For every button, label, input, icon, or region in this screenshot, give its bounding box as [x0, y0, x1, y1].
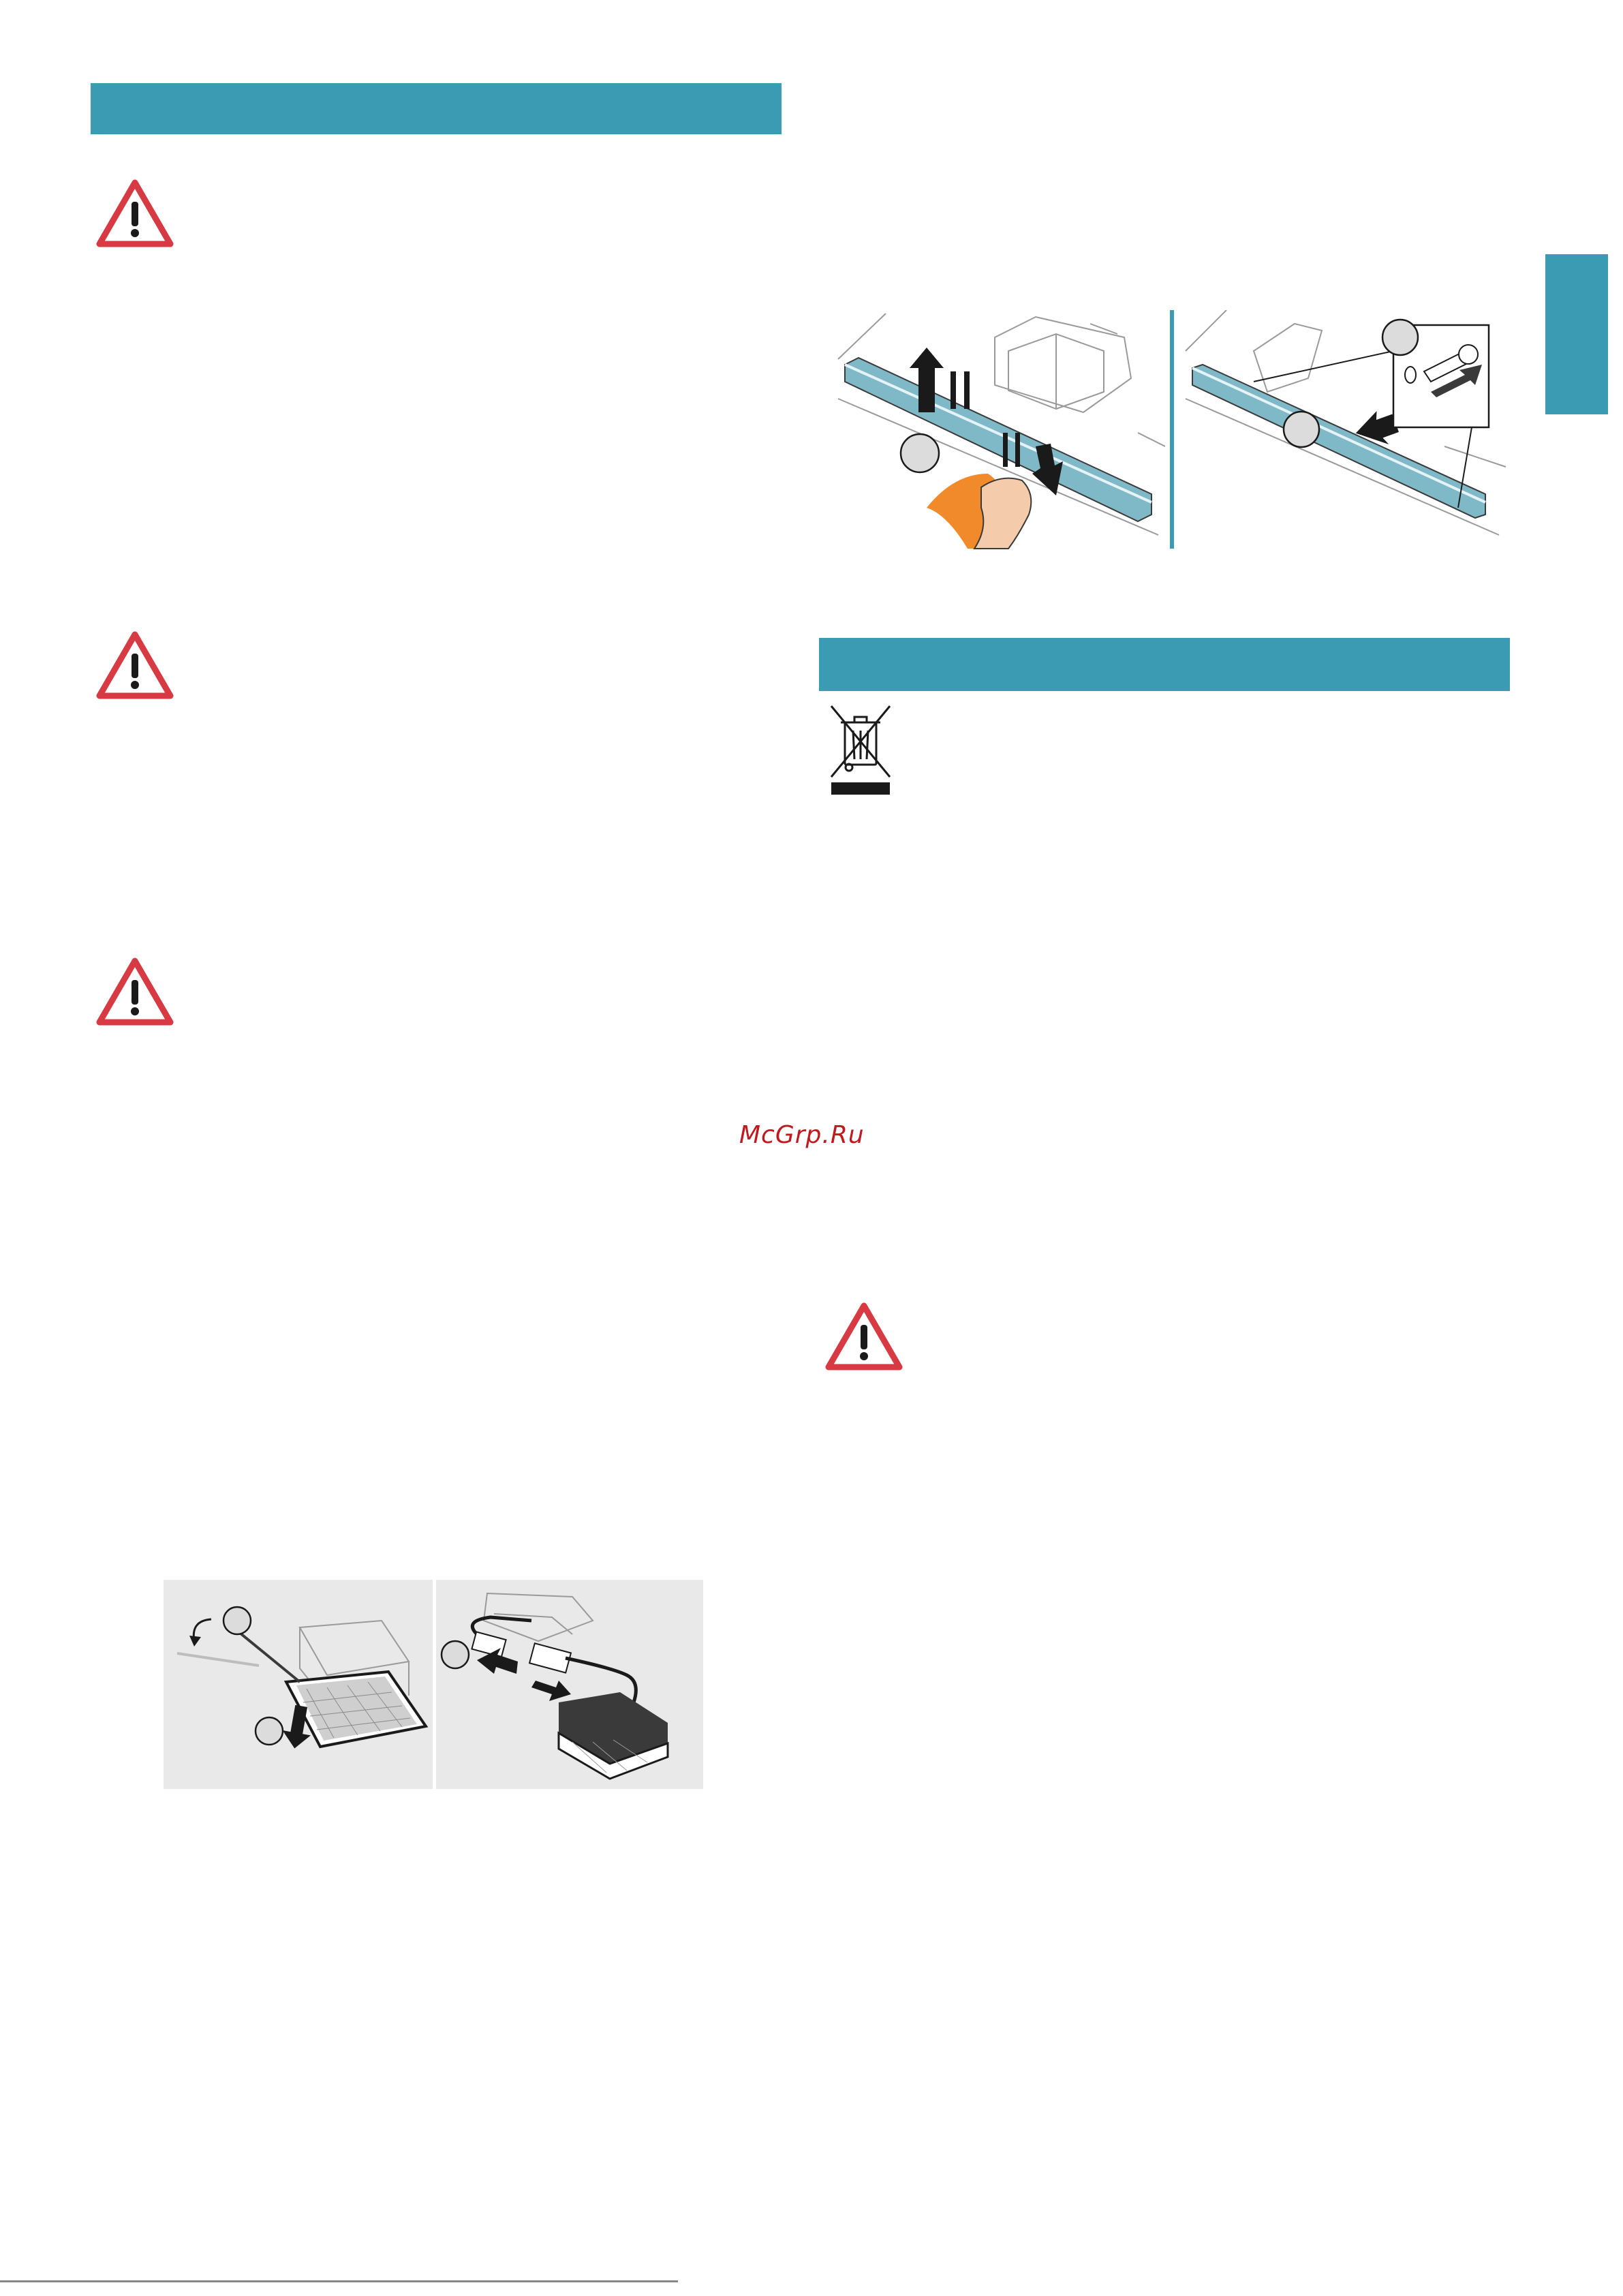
warning-triangle-icon	[95, 957, 174, 1026]
warning-triangle-icon	[95, 630, 174, 700]
trough-refit-illustration	[1186, 310, 1506, 535]
footer-rule	[0, 2280, 678, 2282]
trough-wipe-illustration	[831, 310, 1165, 549]
warning-triangle-icon	[824, 1302, 903, 1371]
lamp-cover-removal-panel	[164, 1580, 433, 1789]
left-section-header-bar	[91, 83, 782, 134]
watermark: McGrp.Ru	[739, 1121, 865, 1149]
side-language-tab	[1545, 254, 1608, 414]
right-section-header-bar	[819, 638, 1510, 691]
grease-trough-cleaning-figure	[831, 310, 1507, 555]
lamp-disconnect-panel	[436, 1580, 703, 1789]
crossed-out-wheelie-bin-icon	[826, 702, 894, 795]
warning-triangle-icon	[95, 179, 174, 248]
